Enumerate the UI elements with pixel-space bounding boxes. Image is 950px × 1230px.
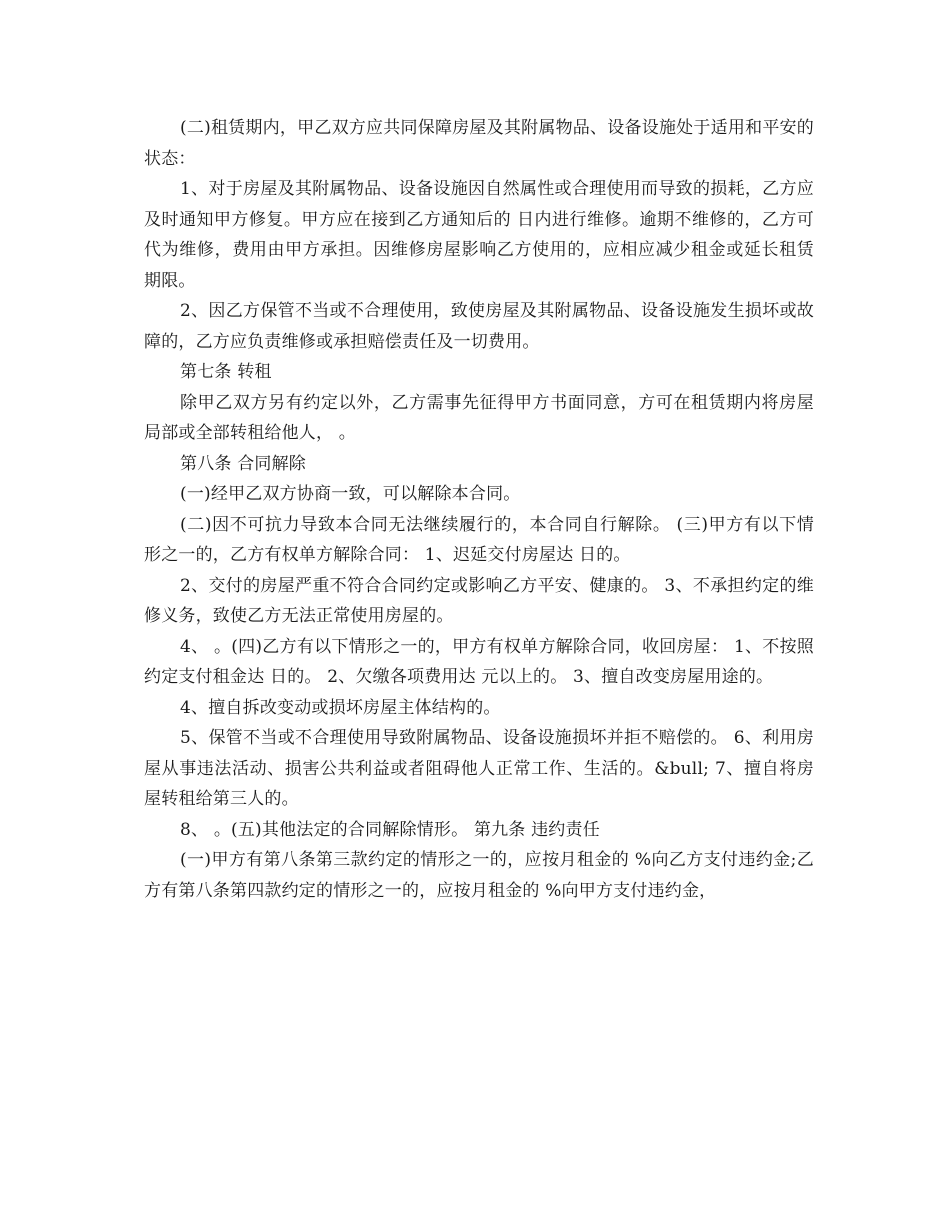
paragraph-lease-maintenance: (二)租赁期内，甲乙双方应共同保障房屋及其附属物品、设备设施处于适用和平安的状态： bbox=[144, 118, 814, 169]
paragraph-termination-1: (一)经甲乙双方协商一致，可以解除本合同。 bbox=[180, 484, 521, 504]
paragraph-termination-6: 5、保管不当或不合理使用导致附属物品、设备设施损坏并拒不赔偿的。 6、利用房屋从事违法活动、损害公共利益或者阻碍他人正常工作、生活的。&bull; 7、擅自将房屋转租给第三人的。 bbox=[144, 728, 814, 809]
paragraph-termination-2: (二)因不可抗力导致本合同无法继续履行的，本合同自行解除。 (三)甲方有以下情形之一的，乙方有权单方解除合同： 1、迟延交付房屋达 日的。 bbox=[144, 514, 814, 565]
paragraph-repair-clause-1: 1、对于房屋及其附属物品、设备设施因自然属性或合理使用而导致的损耗，乙方应及时通知甲方修复。甲方应在接到乙方通知后的 日内进行维修。逾期不维修的，乙方可代为维修，费用由甲方承担。因维修房屋影响乙方使用的，应相应减少租金或延长租赁期限。 bbox=[144, 179, 814, 291]
article-7-heading: 第七条 转租 bbox=[180, 362, 272, 382]
paragraph-termination-3: 2、交付的房屋严重不符合合同约定或影响乙方平安、健康的。 3、不承担约定的维修义务，致使乙方无法正常使用房屋的。 bbox=[144, 575, 814, 626]
paragraph-sublease: 除甲乙双方另有约定以外，乙方需事先征得甲方书面同意，方可在租赁期内将房屋局部或全部转租给他人， 。 bbox=[144, 392, 814, 443]
paragraph-termination-7: 8、 。(五)其他法定的合同解除情形。 第九条 违约责任 bbox=[180, 819, 600, 840]
paragraph-termination-5: 4、擅自拆改变动或损坏房屋主体结构的。 bbox=[180, 697, 501, 718]
paragraph-repair-clause-2: 2、因乙方保管不当或不合理使用，致使房屋及其附属物品、设备设施发生损坏或故障的，乙方应负责维修或承担赔偿责任及一切费用。 bbox=[144, 301, 814, 352]
paragraph-termination-4: 4、 。(四)乙方有以下情形之一的，甲方有权单方解除合同，收回房屋： 1、不按照约定支付租金达 日的。 2、欠缴各项费用达 元以上的。 3、擅自改变房屋用途的。 bbox=[144, 636, 814, 687]
paragraph-breach-liability: (一)甲方有第八条第三款约定的情形之一的，应按月租金的 %向乙方支付违约金;乙方有第八条第四款约定的情形之一的，应按月租金的 %向甲方支付违约金， bbox=[144, 850, 814, 901]
document-body bbox=[144, 113, 814, 906]
article-8-heading: 第八条 合同解除 bbox=[180, 453, 307, 474]
